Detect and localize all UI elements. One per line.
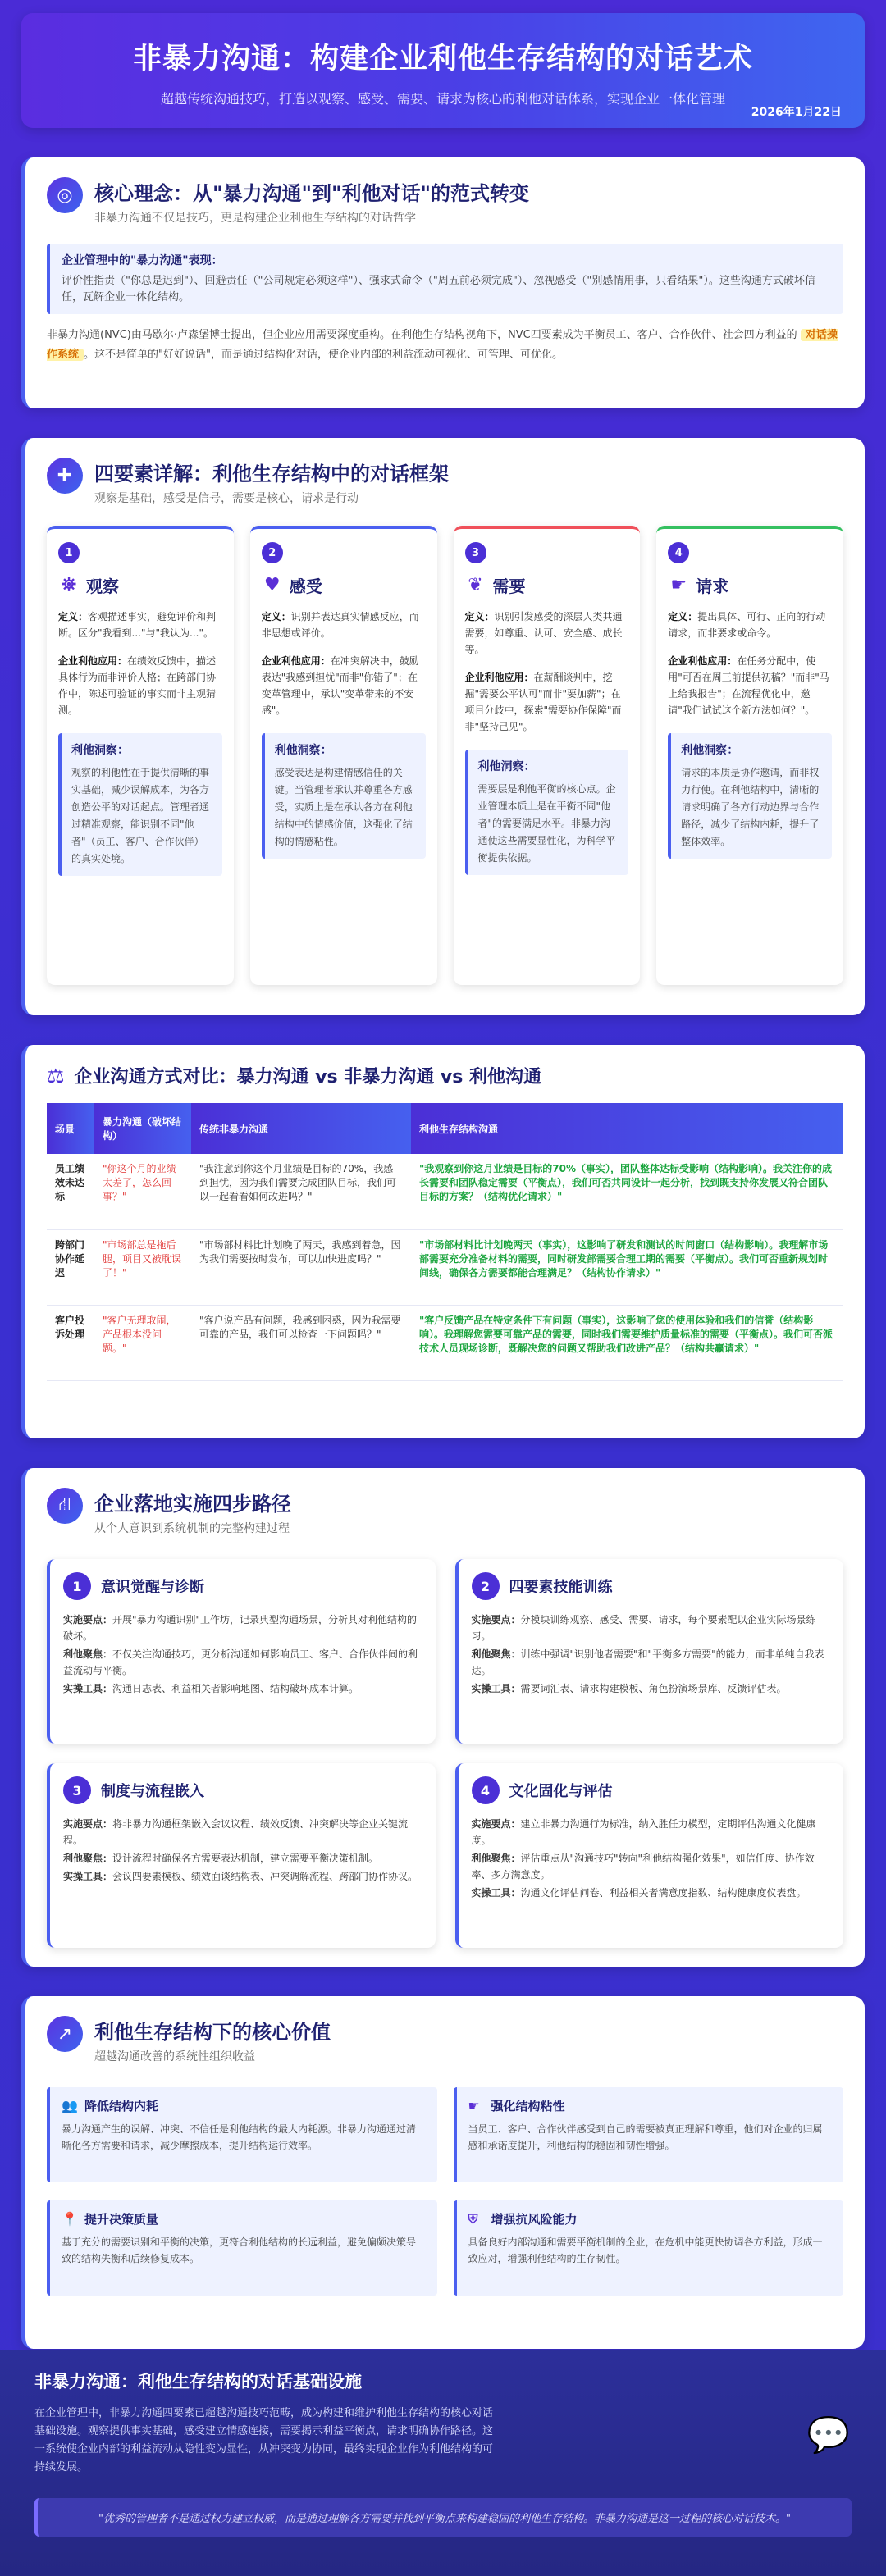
element-application: 企业利他应用：在冲突解决中，鼓励表达"我感到担忧"而非"你错了"；在变革管理中，承认"变革带来的不安感"。 xyxy=(261,655,419,716)
page-footer xyxy=(0,2350,886,2576)
road-icon: ⛙ xyxy=(47,1488,83,1524)
column-header: 利他生存结构沟通 xyxy=(411,1103,843,1154)
implementation-section xyxy=(21,1468,865,1967)
heart-icon: ♥ xyxy=(263,575,281,595)
path-title: 企业落地实施四步路径 xyxy=(94,1493,291,1516)
step-card: 3 制度与流程嵌入 实施要点：将非暴力沟通框架嵌入会议议程、绩效反馈、冲突解决等企业关键流程。 利他聚焦：设计流程时确保各方需要表达机制，建立需要平衡决策机制。 实操工具：会议四要素模板、绩效面谈结构表、冲突调解流程、跨部门协作协议。 xyxy=(47,1763,436,1948)
element-name: 需要 xyxy=(492,577,526,596)
step-title: 四要素技能训练 xyxy=(509,1579,613,1596)
comparison-table xyxy=(47,1103,843,1381)
value-title: 提升决策质量 xyxy=(84,2212,159,2227)
table-row: 客户投诉处理 "客户无理取闹，产品根本没问题。" "客户说产品有问题，我感到困惑，因为我需要可靠的产品，我们可以检查一下问题吗？" "客户反馈产品在特定条件下有问题（事实），这影响了您的使用体验和我们的信誉（结构影响）。我理解您需要可靠产品的需要，同时我们需要维护质量标准的需要（平衡点）。我们可否派技术人员现场诊断，既解决您的问题又帮助我们改进产品？（结构共赢请求）" xyxy=(47,1305,843,1380)
value-title: 强化结构粘性 xyxy=(491,2099,565,2113)
element-insight: 利他洞察： 感受表达是构建情感信任的关键。当管理者承认并尊重各方感受，实质上是在承认各方在利他结构中的情感价值，这强化了结构的情感粘性。 xyxy=(262,733,426,859)
footer-title: 非暴力沟通：利他生存结构的对话基础设施 xyxy=(34,2372,362,2391)
highlight-dialog-os: 对话操作系统 xyxy=(47,329,838,361)
page-date: 2026年1月22日 xyxy=(751,106,842,119)
element-card-need xyxy=(454,526,641,985)
binoculars-icon: ⛯ xyxy=(62,575,76,595)
puzzle-icon: ✚ xyxy=(47,458,83,494)
element-insight: 利他洞察： 观察的利他性在于提供清晰的事实基础，减少误解成本，为各方创造公平的对话起点。管理者通过精准观察，能识别不同"他者"（员工、客户、合作伙伴）的真实处境。 xyxy=(58,733,222,876)
element-number: 1 xyxy=(58,542,80,563)
elements-title: 四要素详解：利他生存结构中的对话框架 xyxy=(94,463,449,486)
element-name: 感受 xyxy=(289,577,322,596)
column-header: 场景 xyxy=(47,1103,94,1154)
target-icon: ◎ xyxy=(47,177,83,213)
pin-icon: 📍 xyxy=(62,2211,78,2227)
core-title: 核心理念：从"暴力沟通"到"利他对话"的范式转变 xyxy=(94,182,530,205)
table-row: 员工绩效未达标 "你这个月的业绩太差了，怎么回事？" "我注意到你这个月业绩是目标的70%，我感到担忧，因为我们需要完成团队目标，我们可以一起看看如何改进吗？" "我观察到你这月业绩是目标的70%（事实），团队整体达标受影响（结构影响）。我关注你的成长需要和团队稳定需要（平衡点），我们可否共同设计一起分析，找到既支持你发展又符合团队目标的方案？（结构优化请求）" xyxy=(47,1154,843,1229)
step-card: 1 意识觉醒与诊断 实施要点：开展"暴力沟通识别"工作坊，记录典型沟通场景，分析其对利他结构的破坏。 利他聚焦：不仅关注沟通技巧，更分析沟通如何影响员工、客户、合作伙伴间的利益流动与平衡。 实操工具：沟通日志表、利益相关者影响地图、结构破坏成本计算。 xyxy=(47,1559,436,1744)
step-number: 4 xyxy=(472,1776,500,1804)
element-application: 企业利他应用：在绩效反馈中，描述具体行为而非评价人格；在跨部门协作中，陈述可验证的事实而非主观猜测。 xyxy=(58,655,217,716)
value-card xyxy=(47,2087,437,2182)
comparison-title: 企业沟通方式对比：暴力沟通 vs 非暴力沟通 vs 利他沟通 xyxy=(74,1067,542,1087)
footer-quote: "优秀的管理者不是通过权力建立权威，而是通过理解各方需要并找到平衡点来构建稳固的利他生存结构。非暴力沟通是这一过程的核心对话技术。" xyxy=(34,2498,852,2537)
step-number: 2 xyxy=(472,1572,500,1600)
element-card-request xyxy=(656,526,843,985)
step-number: 3 xyxy=(63,1776,91,1804)
problem-description: 评价性指责（"你总是迟到"）、回避责任（"公司规定必须这样"）、强求式命令（"周五前必须完成"）、忽视感受（"别感情用事，只看结果"）。这些沟通方式破坏信任，瓦解企业一体化结构。 xyxy=(62,275,815,303)
element-card-feel xyxy=(250,526,437,985)
page-subtitle: 超越传统沟通技巧，打造以观察、感受、需要、请求为核心的利他对话体系，实现企业一体化管理 xyxy=(160,91,725,107)
team-icon: 👥 xyxy=(62,2098,78,2113)
step-number: 1 xyxy=(63,1572,91,1600)
nvc-intro: 非暴力沟通(NVC)由马歇尔·卢森堡博士提出，但企业应用需要深度重构。在利他生存结构视角下，NVC四要素成为平衡员工、客户、合作伙伴、社会四方利益的 对话操作系统 。这不是简单的"好好说话"，而是通过结构化对话，使企业内部的利益流动可视化、可管理、可优化。 xyxy=(47,329,838,361)
page-header xyxy=(21,13,865,128)
value-title: 增强抗风险能力 xyxy=(491,2212,578,2227)
step-title: 意识觉醒与诊断 xyxy=(101,1579,204,1596)
shield-icon: ⛨ xyxy=(468,2210,478,2227)
value-card xyxy=(47,2200,437,2296)
comparison-section xyxy=(21,1045,865,1438)
values-subtitle: 超越沟通改善的系统性组织收益 xyxy=(94,2050,255,2063)
problem-title: 企业管理中的"暴力沟通"表现： xyxy=(62,254,223,267)
handshake-icon: ☛ xyxy=(670,575,687,595)
element-application: 企业利他应用：在薪酬谈判中，挖掘"需要公平认可"而非"要加薪"；在项目分歧中，探索"需要协作保障"而非"坚持己见"。 xyxy=(464,672,622,732)
element-card-observe xyxy=(47,526,234,985)
step-title: 文化固化与评估 xyxy=(509,1783,613,1800)
element-definition: 定义：识别并表达真实情感反应，而非思想或评价。 xyxy=(261,611,419,639)
value-description: 具备良好内部沟通和需要平衡机制的企业，在危机中能更快协调各方利益，形成一致应对，增强利他结构的生存韧性。 xyxy=(468,2236,823,2264)
core-subtitle: 非暴力沟通不仅是技巧，更是构建企业利他生存结构的对话哲学 xyxy=(94,212,416,225)
table-row: 跨部门协作延迟 "市场部总是拖后腿，项目又被耽误了！" "市场部材料比计划晚了两天，我感到着急，因为我们需要按时发布，可以加快进度吗？" "市场部材料比计划晚两天（事实），这影响了研发和测试的时间窗口（结构影响）。我理解市场部需要充分准备材料的需要，同时研发部需要合理工期的需要（平衡点）。我们可否重新规划时间线，确保各方需要都能合理满足？（结构协作请求）" xyxy=(47,1229,843,1305)
column-header: 暴力沟通（破坏结构） xyxy=(94,1103,191,1154)
element-insight: 利他洞察： 请求的本质是协作邀请，而非权力行使。在利他结构中，清晰的请求明确了各方行动边界与合作路径，减少了结构内耗，提升了整体效率。 xyxy=(668,733,832,859)
element-definition: 定义：识别引发感受的深层人类共通需要，如尊重、认可、安全感、成长等。 xyxy=(464,611,623,655)
handshake-icon: ☛ xyxy=(468,2098,480,2113)
element-number: 4 xyxy=(668,542,689,563)
core-value-section xyxy=(21,1996,865,2349)
element-definition: 定义：提出具体、可行、正向的行动请求，而非要求或命令。 xyxy=(668,611,826,639)
scale-icon: ⚖ xyxy=(47,1064,65,1087)
chat-icon: 💬 xyxy=(806,2414,850,2455)
element-insight: 利他洞察： 需要层是利他平衡的核心点。企业管理本质上是在平衡不同"他者"的需要满足水平。非暴力沟通使这些需要显性化，为科学平衡提供依据。 xyxy=(465,750,629,875)
footer-description: 在企业管理中，非暴力沟通四要素已超越沟通技巧范畴，成为构建和维护利他生存结构的核心对话基础设施。观察提供事实基础，感受建立情感连接，需要揭示利益平衡点，请求明确协作路径。这一系统使企业内部的利益流动从隐性变为显性，从冲突变为协同，最终实现企业作为利他结构的可持续发展。 xyxy=(34,2407,494,2473)
element-name: 请求 xyxy=(696,577,729,596)
value-description: 基于充分的需要识别和平衡的决策，更符合利他结构的长远利益，避免偏颇决策导致的结构失衡和后续修复成本。 xyxy=(62,2236,417,2264)
four-elements-section xyxy=(21,438,865,1015)
value-description: 暴力沟通产生的误解、冲突、不信任是利他结构的最大内耗源。非暴力沟通通过清晰化各方需要和请求，减少摩擦成本，提升结构运行效率。 xyxy=(62,2123,417,2151)
element-name: 观察 xyxy=(86,577,119,596)
step-card: 2 四要素技能训练 实施要点：分模块训练观察、感受、需要、请求，每个要素配以企业实际场景练习。 利他聚焦：训练中强调"识别他者需要"和"平衡多方需要"的能力，而非单纯自我表达。 实操工具：需要词汇表、请求构建模板、角色扮演场景库、反馈评估表。 xyxy=(455,1559,844,1744)
page-title: 非暴力沟通：构建企业利他生存结构的对话艺术 xyxy=(132,43,753,75)
column-header: 传统非暴力沟通 xyxy=(191,1103,411,1154)
step-title: 制度与流程嵌入 xyxy=(101,1783,204,1800)
element-number: 3 xyxy=(465,542,486,563)
value-card xyxy=(454,2087,844,2182)
value-card xyxy=(454,2200,844,2296)
step-card: 4 文化固化与评估 实施要点：建立非暴力沟通行为标准，纳入胜任力模型，定期评估沟通文化健康度。 利他聚焦：评估重点从"沟通技巧"转向"利他结构强化效果"，如信任度、协作效率、多方满意度。 实操工具：沟通文化评估问卷、利益相关者满意度指数、结构健康度仪表盘。 xyxy=(455,1763,844,1948)
path-subtitle: 从个人意识到系统机制的完整构建过程 xyxy=(94,1522,290,1535)
chart-line-icon: ↗ xyxy=(47,2016,83,2052)
core-concept-section xyxy=(21,157,865,408)
elements-subtitle: 观察是基础，感受是信号，需要是核心，请求是行动 xyxy=(94,492,359,505)
values-title: 利他生存结构下的核心价值 xyxy=(94,2021,331,2044)
value-title: 降低结构内耗 xyxy=(84,2099,159,2113)
value-description: 当员工、客户、合作伙伴感受到自己的需要被真正理解和尊重，他们对企业的归属感和承诺度提升，利他结构的稳固和韧性增强。 xyxy=(468,2123,823,2151)
seedling-icon: ❦ xyxy=(468,575,483,595)
element-definition: 定义：客观描述事实，避免评价和判断。区分"我看到..."与"我认为..."。 xyxy=(58,611,217,639)
element-application: 企业利他应用：在任务分配中，使用"可否在周三前提供初稿？"而非"马上给我报告"；在流程优化中，邀请"我们试试这个新方法如何？"。 xyxy=(668,655,829,716)
violent-communication-box xyxy=(47,244,843,314)
element-number: 2 xyxy=(262,542,283,563)
